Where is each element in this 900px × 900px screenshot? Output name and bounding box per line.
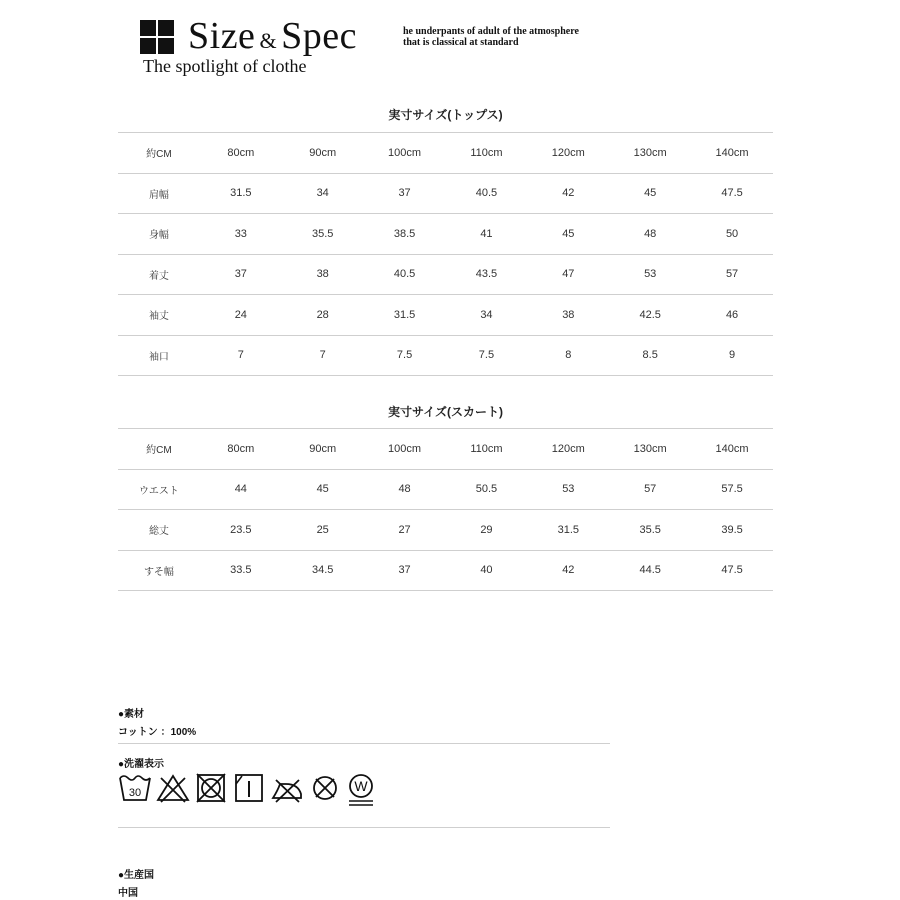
- origin-value: 中国: [118, 888, 138, 899]
- brand-title-left: Size: [188, 15, 256, 57]
- row-label: 肩幅: [118, 173, 200, 214]
- table-cell: 45: [282, 469, 364, 510]
- table-header-row: [118, 429, 773, 470]
- table-header-row: [118, 133, 773, 174]
- table-cell: 38.5: [364, 214, 446, 255]
- table-cell: 47.5: [691, 550, 773, 591]
- table-cell: 37: [200, 254, 282, 295]
- brand-subtitle: The spotlight of clothe: [143, 56, 307, 76]
- table-cell: 57: [609, 469, 691, 510]
- tagline-line-1: he underpants of adult of the atmosphere: [403, 26, 579, 37]
- table-cell: 45: [609, 173, 691, 214]
- table-cell: 110cm: [446, 133, 528, 174]
- table-cell: 57.5: [691, 469, 773, 510]
- table-cell: 140cm: [691, 133, 773, 174]
- table-cell: 42: [527, 550, 609, 591]
- row-label: 約CM: [118, 429, 200, 470]
- table-cell: 57: [691, 254, 773, 295]
- row-label: 袖丈: [118, 295, 200, 336]
- table-cell: 25: [282, 510, 364, 551]
- skirt-size-table: [118, 428, 773, 591]
- table-cell: 24: [200, 295, 282, 336]
- table-cell: 42: [527, 173, 609, 214]
- table-cell: 31.5: [200, 173, 282, 214]
- table-cell: 29: [446, 510, 528, 551]
- no-dry-clean-icon: [308, 772, 342, 804]
- brand-title-amp: &: [259, 28, 278, 53]
- table-row: [118, 510, 773, 551]
- table-cell: 50: [691, 214, 773, 255]
- table-cell: 9: [691, 335, 773, 376]
- table-cell: 38: [527, 295, 609, 336]
- table-row: [118, 173, 773, 214]
- table-cell: 27: [364, 510, 446, 551]
- table-cell: 100cm: [364, 133, 446, 174]
- table-cell: 38: [282, 254, 364, 295]
- header: [140, 14, 740, 84]
- table-cell: 90cm: [282, 429, 364, 470]
- table-cell: 46: [691, 295, 773, 336]
- brand-title: [188, 14, 357, 58]
- table-cell: 44: [200, 469, 282, 510]
- table-cell: 120cm: [527, 429, 609, 470]
- table-cell: 7.5: [446, 335, 528, 376]
- row-label: 袖口: [118, 335, 200, 376]
- row-label: ウエスト: [118, 469, 200, 510]
- row-label: 総丈: [118, 510, 200, 551]
- table-row: [118, 335, 773, 376]
- wet-clean-letter: W: [354, 778, 368, 794]
- no-tumble-dry-icon: [194, 772, 228, 804]
- row-label: 身幅: [118, 214, 200, 255]
- tops-table-title: 実寸サイズ(トップス): [388, 108, 503, 122]
- table-cell: 120cm: [527, 133, 609, 174]
- table-row: [118, 469, 773, 510]
- table-cell: 47: [527, 254, 609, 295]
- table-cell: 80cm: [200, 429, 282, 470]
- table-row: [118, 550, 773, 591]
- table-row: [118, 295, 773, 336]
- table-cell: 110cm: [446, 429, 528, 470]
- no-bleach-icon: [156, 772, 190, 804]
- table-cell: 53: [609, 254, 691, 295]
- no-iron-icon: [270, 772, 304, 804]
- table-cell: 45: [527, 214, 609, 255]
- table-cell: 34: [282, 173, 364, 214]
- table-cell: 33.5: [200, 550, 282, 591]
- table-cell: 42.5: [609, 295, 691, 336]
- table-cell: 7: [282, 335, 364, 376]
- skirt-table-title: 実寸サイズ(スカート): [387, 405, 504, 419]
- table-cell: 80cm: [200, 133, 282, 174]
- table-row: [118, 254, 773, 295]
- table-cell: 48: [609, 214, 691, 255]
- drip-dry-icon: [232, 772, 266, 804]
- table-cell: 8: [527, 335, 609, 376]
- table-cell: 130cm: [609, 429, 691, 470]
- table-cell: 33: [200, 214, 282, 255]
- table-cell: 7: [200, 335, 282, 376]
- table-cell: 40: [446, 550, 528, 591]
- table-cell: 90cm: [282, 133, 364, 174]
- table-cell: 31.5: [527, 510, 609, 551]
- table-cell: 7.5: [364, 335, 446, 376]
- wash-temp-text: 30: [128, 787, 142, 799]
- row-label: 着丈: [118, 254, 200, 295]
- table-cell: 31.5: [364, 295, 446, 336]
- table-cell: 35.5: [609, 510, 691, 551]
- material-label: ●素材: [118, 709, 145, 720]
- table-cell: 34: [446, 295, 528, 336]
- table-cell: 130cm: [609, 133, 691, 174]
- row-label: 約CM: [118, 133, 200, 174]
- row-label: すそ幅: [118, 550, 200, 591]
- table-cell: 40.5: [446, 173, 528, 214]
- table-cell: 8.5: [609, 335, 691, 376]
- table-cell: 50.5: [446, 469, 528, 510]
- brand-title-right: Spec: [281, 15, 357, 57]
- table-cell: 48: [364, 469, 446, 510]
- table-cell: 35.5: [282, 214, 364, 255]
- tagline-line-2: that is classical at standard: [403, 37, 519, 48]
- table-cell: 53: [527, 469, 609, 510]
- wash-30-icon: [118, 772, 152, 804]
- material-section: [118, 705, 610, 738]
- table-cell: 40.5: [364, 254, 446, 295]
- material-value: コットン ：100%: [118, 727, 197, 738]
- table-cell: 37: [364, 550, 446, 591]
- table-cell: 43.5: [446, 254, 528, 295]
- logo-squares-icon: [140, 20, 174, 54]
- tagline: [403, 26, 663, 48]
- divider: [118, 827, 610, 828]
- table-cell: 44.5: [609, 550, 691, 591]
- origin-section: [118, 866, 610, 899]
- care-section: [118, 755, 610, 770]
- origin-label: ●生産国: [118, 870, 155, 881]
- table-cell: 28: [282, 295, 364, 336]
- table-cell: 34.5: [282, 550, 364, 591]
- divider: [118, 743, 610, 744]
- table-cell: 39.5: [691, 510, 773, 551]
- wet-clean-icon: [344, 772, 378, 808]
- table-cell: 100cm: [364, 429, 446, 470]
- tops-size-table: [118, 132, 773, 376]
- table-cell: 23.5: [200, 510, 282, 551]
- care-label: ●洗濯表示: [118, 759, 165, 770]
- table-cell: 41: [446, 214, 528, 255]
- table-cell: 37: [364, 173, 446, 214]
- table-cell: 140cm: [691, 429, 773, 470]
- table-cell: 47.5: [691, 173, 773, 214]
- table-row: [118, 214, 773, 255]
